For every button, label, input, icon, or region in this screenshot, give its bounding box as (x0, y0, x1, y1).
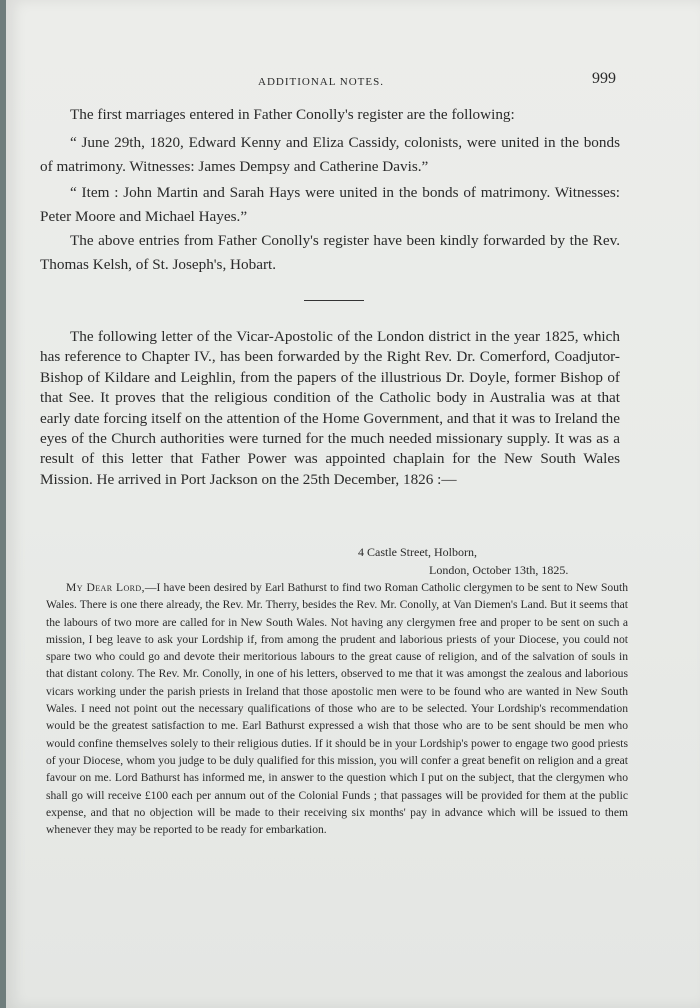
letter-salutation: My Dear Lord, (66, 581, 145, 594)
book-page (6, 0, 700, 1008)
page-header (6, 70, 700, 92)
section-divider (304, 300, 364, 301)
letter-body (46, 579, 628, 838)
letter-address-date: London, October 13th, 1825. (429, 563, 569, 577)
page-number: 999 (592, 70, 616, 87)
paragraph-first-marriage-entry: “ June 29th, 1820, Edward Kenny and Eliza Cassidy, colonists, were united in the bonds of matrimony. Witnesses: James Dempsy and Catherine Davis.” (40, 134, 620, 175)
paragraph-marriages-intro: The first marriages entered in Father Conolly's register are the following: (70, 106, 515, 123)
running-head: ADDITIONAL NOTES. (258, 76, 384, 88)
letter-address (358, 543, 568, 579)
letter-text: —I have been desired by Earl Bathurst to find two Roman Catholic clergymen to be sent to New South Wales. There is one there already, the Rev. Mr. Therry, besides the Rev. Mr. Conolly, at Van Diemen's Land. But it seems that the labours of two more are called for in New South Wales. Not having any clergymen free and proper to be sent on such a mission, I beg leave to ask your Lordship if, from among the prudent and laborious priests of your Diocese, you could not spare two who could go and devote their meritorious labours to the great cause of religion, and of the salvation of souls in that distant colony. The Rev. Mr. Conolly, in one of his letters, observed to me that it was amongst the zealous and laborious vicars working under the parish priests in Ireland that those apostolic men were to be found who are wanted in New South Wales. I need not point out the necessary qualifications of those who are to be selected. Your Lordship's recommendation would be the greatest satisfaction to me. Earl Bathurst expressed a wish that those who are to be sent should be men who would confine themselves solely to their religious duties. If it should be in your Lordship's power to engage two good priests of your Diocese, whom you judge to be duly qualified for this mission, you will confer a great benefit on religion and a great favour on me. Lord Bathurst has informed me, in answer to the question which I put on the subject, that the clergymen who shall go will receive £100 each per annum out of the Colonial Funds ; that passages will be provided for them at the public expense, and that no objection will be made to their receiving six months' pay in advance which will be issued to them whenever they may be reported to be ready for embarkation. (46, 581, 629, 837)
paragraph-entries-source: The above entries from Father Conolly's register have been kindly forwarded by the Rev. Thomas Kelsh, of St. Joseph's, Hobart. (40, 232, 620, 273)
letter-address-street: 4 Castle Street, Holborn, (358, 545, 477, 559)
paragraph-second-marriage-entry: “ Item : John Martin and Sarah Hays were united in the bonds of matrimony. Witnesses: Peter Moore and Michael Hayes.” (40, 184, 620, 225)
paragraph-letter-intro: The following letter of the Vicar-Apostolic of the London district in the year 1825, which has reference to Chapter IV., has been forwarded by the Right Rev. Dr. Comerford, Coadjutor-Bishop of Kildare and Leighlin, from the papers of the illustrious Dr. Doyle, former Bishop of that See. It proves that the religious condition of the Catholic body in Australia was at that early date forcing itself on the attention of the Home Government, and that it was to Ireland the eyes of the Church authorities were turned for the much needed missionary supply. It was as a result of this letter that Father Power was appointed chaplain for the New South Wales Mission. He arrived in Port Jackson on the 25th December, 1826 :— (40, 328, 620, 488)
